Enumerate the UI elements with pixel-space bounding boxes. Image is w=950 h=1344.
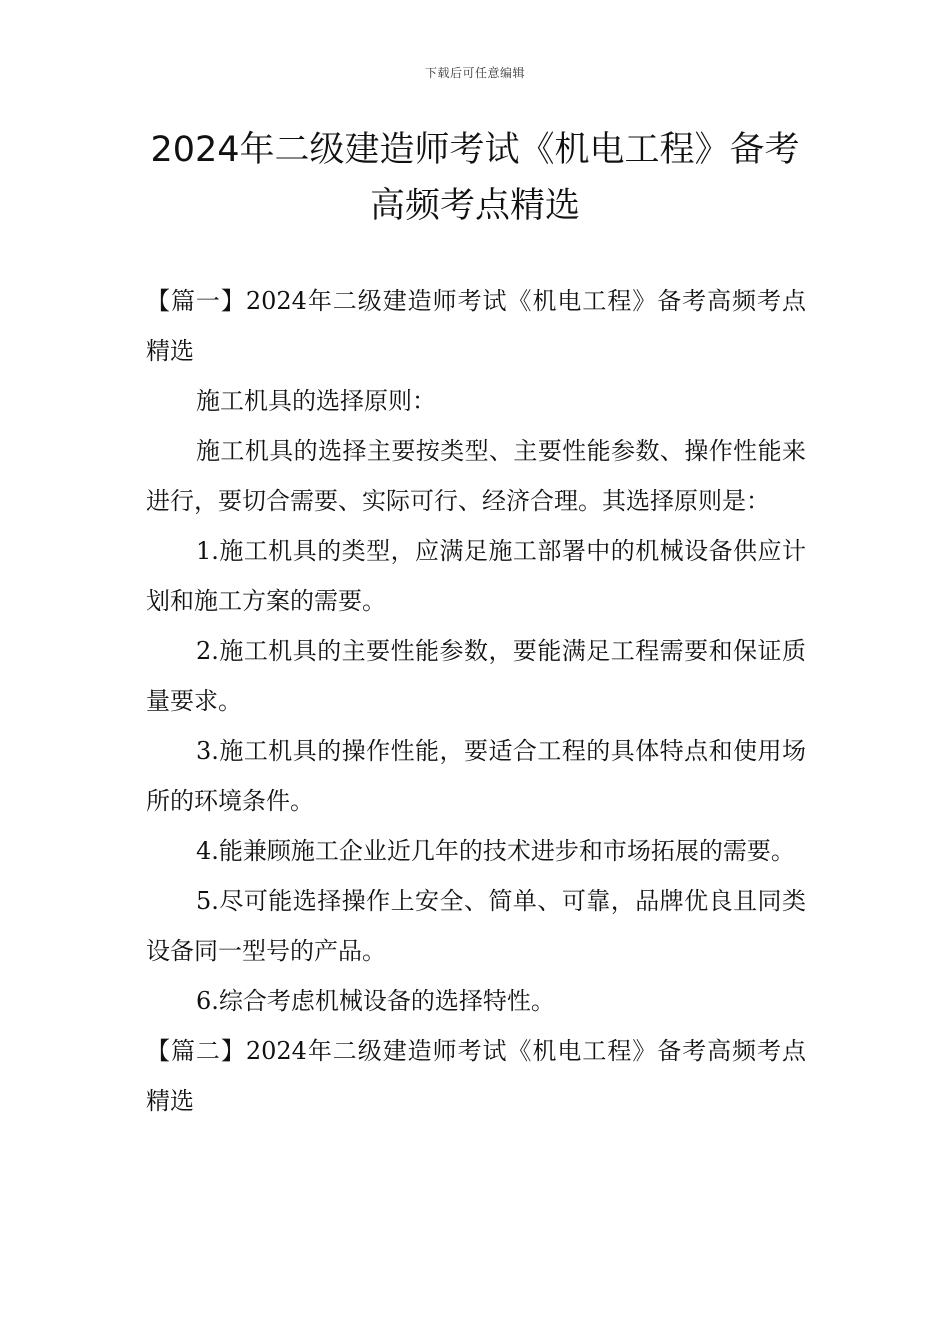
document-title	[110, 122, 840, 234]
subheading-selection-principles: 施工机具的选择原则：	[196, 387, 436, 415]
list-item-1: 1.施工机具的类型，应满足施工部署中的机械设备供应计划和施工方案的需要。	[146, 537, 806, 615]
document-title-line-1: 2024年二级建造师考试《机电工程》备考	[150, 130, 800, 170]
document-body	[146, 276, 806, 1126]
list-item-4: 4.能兼顾施工企业近几年的技术进步和市场拓展的需要。	[196, 837, 795, 865]
document-title-line-2: 高频考点精选	[369, 186, 580, 226]
section-heading-1: 【篇一】2024年二级建造师考试《机电工程》备考高频考点精选	[146, 287, 806, 365]
section-heading-2: 【篇二】2024年二级建造师考试《机电工程》备考高频考点精选	[146, 1037, 806, 1115]
paragraph-intro: 施工机具的选择主要按类型、主要性能参数、操作性能来进行，要切合需要、实际可行、经济合理。其选择原则是：	[146, 437, 806, 515]
list-item-3: 3.施工机具的操作性能，要适合工程的具体特点和使用场所的环境条件。	[146, 737, 806, 815]
list-item-5: 5.尽可能选择操作上安全、简单、可靠，品牌优良且同类设备同一型号的产品。	[146, 887, 806, 965]
list-item-6: 6.综合考虑机械设备的选择特性。	[196, 987, 555, 1015]
header-note: 下载后可任意编辑	[424, 66, 525, 80]
list-item-2: 2.施工机具的主要性能参数，要能满足工程需要和保证质量要求。	[146, 637, 806, 715]
